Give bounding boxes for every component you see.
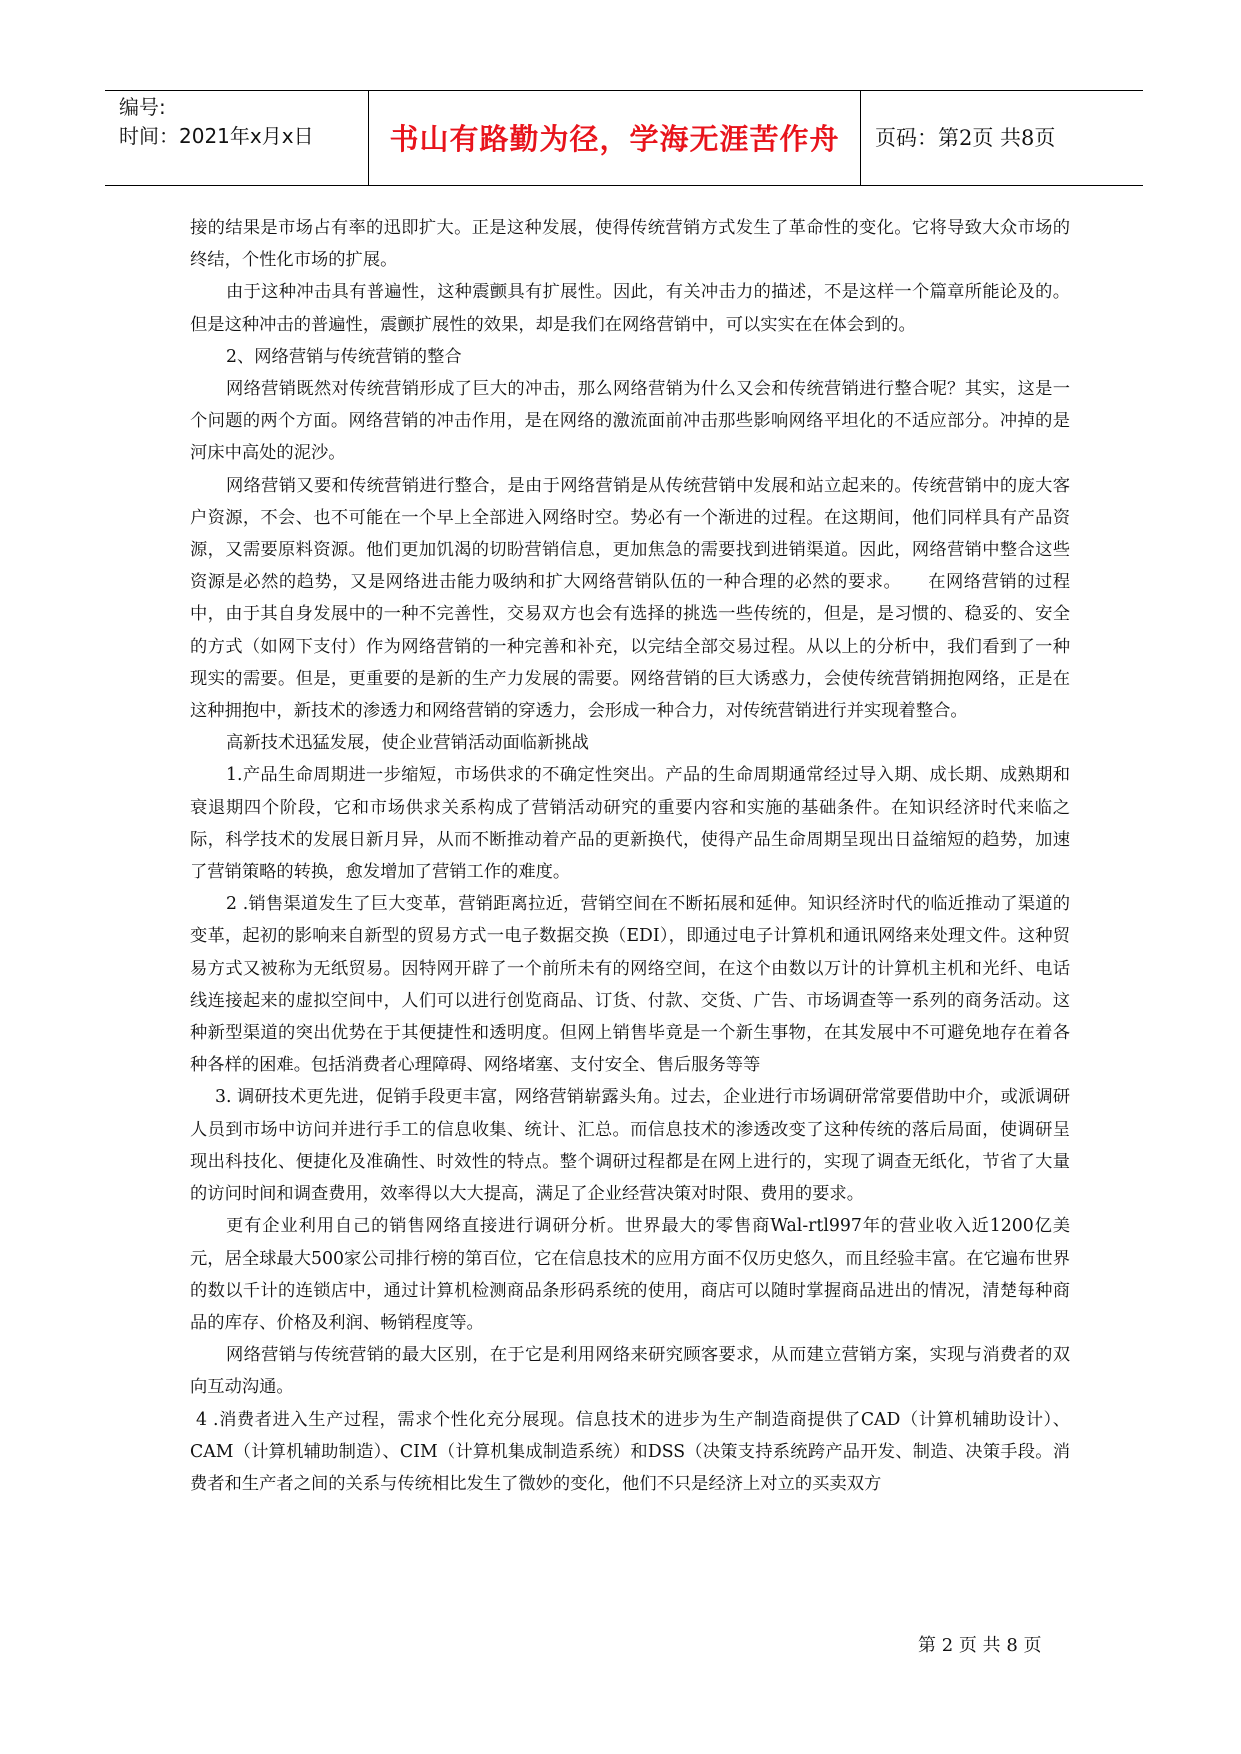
header-motto: 书山有路勤为径，学海无涯苦作舟 [389,122,840,156]
page-footer: 第 2 页 共 8 页 [918,1635,1042,1656]
serial-number-label: 编号: [119,95,166,119]
paragraph: 3. 调研技术更先进，促销手段更丰富，网络营销崭露头角。过去，企业进行市场调研常常要借助中介，或派调研人员到市场中访问并进行手工的信息收集、统计、汇总。而信息技术的渗透改变了这种传统的落后局面，使调研呈现出科技化、便捷化及准确性、时效性的特点。整个调研过程都是在网上进行的，实现了调查无纸化，节省了大量的访问时间和调查费用，效率得以大大提高，满足了企业经营决策对时限、费用的要求。 [190,1087,1070,1205]
header-meta [119,93,314,151]
section-heading: 高新技术迅猛发展，使企业营销活动面临新挑战 [226,733,589,754]
paragraph: 由于这种冲击具有普遍性，这种震颤具有扩展性。因此，有关冲击力的描述，不是这样一个篇章所能论及的。但是这种冲击的普遍性，震颤扩展性的效果，却是我们在网络营销中，可以实实在在体会到的。 [190,282,1070,335]
time-label: 时间：2021年x月x日 [119,124,314,148]
paragraph: 更有企业利用自己的销售网络直接进行调研分析。世界最大的零售商Wal-rtl997年的营业收入近1200亿美元，居全球最大500家公司排行榜的第百位，它在信息技术的应用方面不仅历史悠久，而且经验丰富。在它遍布世界的数以千计的连锁店中，通过计算机检测商品条形码系统的使用，商店可以随时掌握商品进出的情况，清楚每种商品的库存、价格及利润、畅销程度等。 [190,1216,1070,1333]
paragraph: 网络营销既然对传统营销形成了巨大的冲击，那么网络营销为什么又会和传统营销进行整合呢？其实，这是一个问题的两个方面。网络营销的冲击作用，是在网络的激流面前冲击那些影响网络平坦化的不适应部分。冲掉的是河床中高处的泥沙。 [190,379,1070,464]
paragraph: 2 .销售渠道发生了巨大变革，营销距离拉近，营销空间在不断拓展和延伸。知识经济时代的临近推动了渠道的变革，起初的影响来自新型的贸易方式一电子数据交换（EDI），即通过电子计算机和通讯网络来处理文件。这种贸易方式又被称为无纸贸易。因特网开辟了一个前所未有的网络空间，在这个由数以万计的计算机主机和光纤、电话线连接起来的虚拟空间中，人们可以进行创览商品、订货、付款、交货、广告、市场调查等一系列的商务活动。这种新型渠道的突出优势在于其便捷性和透明度。但网上销售毕竟是一个新生事物，在其发展中不可避免地存在着各种各样的困难。包括消费者心理障碍、网络堵塞、支付安全、售后服务等等 [190,894,1070,1076]
paragraph: 4 .消费者进入生产过程，需求个性化充分展现。信息技术的进步为生产制造商提供了CAD（计算机辅助设计）、CAM（计算机辅助制造）、CIM（计算机集成制造系统）和DSS（决策支持系统跨产品开发、制造、决策手段。消费者和生产者之间的关系与传统相比发生了微妙的变化，他们不只是经济上对立的买卖双方 [190,1409,1070,1494]
header-page-number: 页码：第2页 共8页 [875,126,1056,150]
paragraph: 1.产品生命周期进一步缩短，市场供求的不确定性突出。产品的生命周期通常经过导入期、成长期、成熟期和衰退期四个阶段，它和市场供求关系构成了营销活动研究的重要内容和实施的基础条件。在知识经济时代来临之际，科学技术的发展日新月异，从而不断推动着产品的更新换代，使得产品生命周期呈现出日益缩短的趋势，加速了营销策略的转换，愈发增加了营销工作的难度。 [190,765,1070,883]
page-header [105,90,1143,186]
paragraph: 网络营销与传统营销的最大区别，在于它是利用网络来研究顾客要求，从而建立营销方案，实现与消费者的双向互动沟通。 [190,1345,1070,1398]
header-divider [860,91,861,185]
paragraph: 网络营销又要和传统营销进行整合，是由于网络营销是从传统营销中发展和站立起来的。传统营销中的庞大客户资源，不会、也不可能在一个早上全部进入网络时空。势必有一个渐进的过程。在这期间，他们同样具有产品资源，又需要原料资源。他们更加饥渴的切盼营销信息，更加焦急的需要找到进销渠道。因此，网络营销中整合这些资源是必然的趋势，又是网络进击能力吸纳和扩大网络营销队伍的一种合理的必然的要求。 在网络营销的过程中，由于其自身发展中的一种不完善性，交易双方也会有选择的挑选一些传统的，但是，是习惯的、稳妥的、安全的方式（如网下支付）作为网络营销的一种完善和补充，以完结全部交易过程。从以上的分析中，我们看到了一种现实的需要。但是，更重要的是新的生产力发展的需要。网络营销的巨大诱惑力，会使传统营销拥抱网络，正是在这种拥抱中，新技术的渗透力和网络营销的穿透力，会形成一种合力，对传统营销进行并实现着整合。 [190,475,1070,722]
section-heading: 2、网络营销与传统营销的整合 [226,346,462,367]
paragraph: 接的结果是市场占有率的迅即扩大。正是这种发展，使得传统营销方式发生了革命性的变化。它将导致大众市场的终结，个性化市场的扩展。 [190,218,1070,271]
document-body [190,212,1070,1500]
